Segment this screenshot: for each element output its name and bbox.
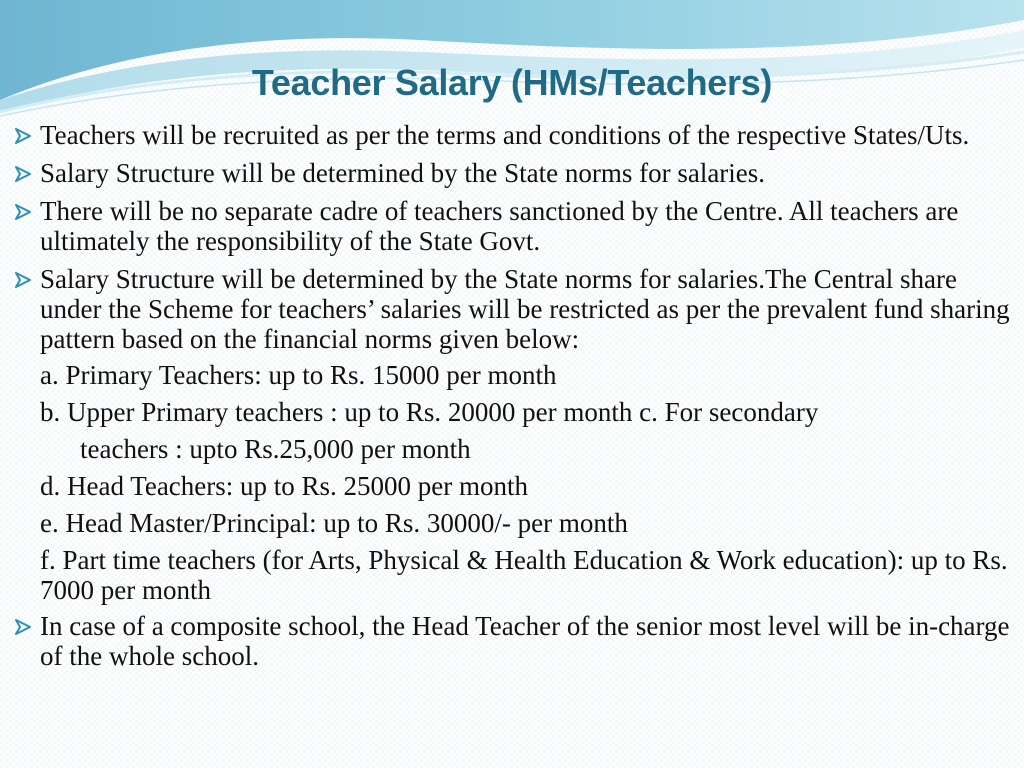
norm-upper-primary: b. Upper Primary teachers : up to Rs. 20000 per month c. For secondary (40, 397, 819, 427)
arrow-bullet-icon (14, 158, 40, 183)
slide-title: Teacher Salary (HMs/Teachers) (251, 62, 773, 103)
slide-content (14, 120, 1014, 679)
bullet-text: Salary Structure will be determined by the State norms for salaries. (40, 158, 766, 188)
bullet-text: Salary Structure will be determined by the State norms for salaries.The Central share under the Scheme for teachers’ salaries will be restricted as per the prevalent fund sharing pattern based on the financial norms given below: (40, 264, 1010, 354)
bullet-item (14, 611, 1014, 671)
norm-head-master: e. Head Master/Principal: up to Rs. 30000/- per month (40, 508, 628, 538)
bullet-item (14, 264, 1014, 354)
norm-primary: a. Primary Teachers: up to Rs. 15000 per month (40, 360, 557, 390)
bullet-text: In case of a composite school, the Head Teacher of the senior most level will be in-charge of the whole school. (40, 611, 1010, 671)
bullet-text: There will be no separate cadre of teachers sanctioned by the Centre. All teachers are ultimately the responsibility of the State Govt. (40, 196, 959, 256)
arrow-bullet-icon (14, 120, 40, 145)
bullet-text: Teachers will be recruited as per the terms and conditions of the respective States/Uts. (40, 120, 970, 150)
arrow-bullet-icon (14, 611, 40, 636)
bullet-item (14, 196, 1014, 256)
norm-head-teachers: d. Head Teachers: up to Rs. 25000 per month (40, 471, 529, 501)
bullet-item (14, 158, 1014, 188)
norm-secondary: teachers : upto Rs.25,000 per month (80, 434, 471, 464)
norm-part-time: f. Part time teachers (for Arts, Physical & Health Education & Work education): up to Rs. 7000 per month (40, 545, 1008, 605)
arrow-bullet-icon (14, 196, 40, 221)
arrow-bullet-icon (14, 264, 40, 289)
bullet-item (14, 120, 1014, 150)
